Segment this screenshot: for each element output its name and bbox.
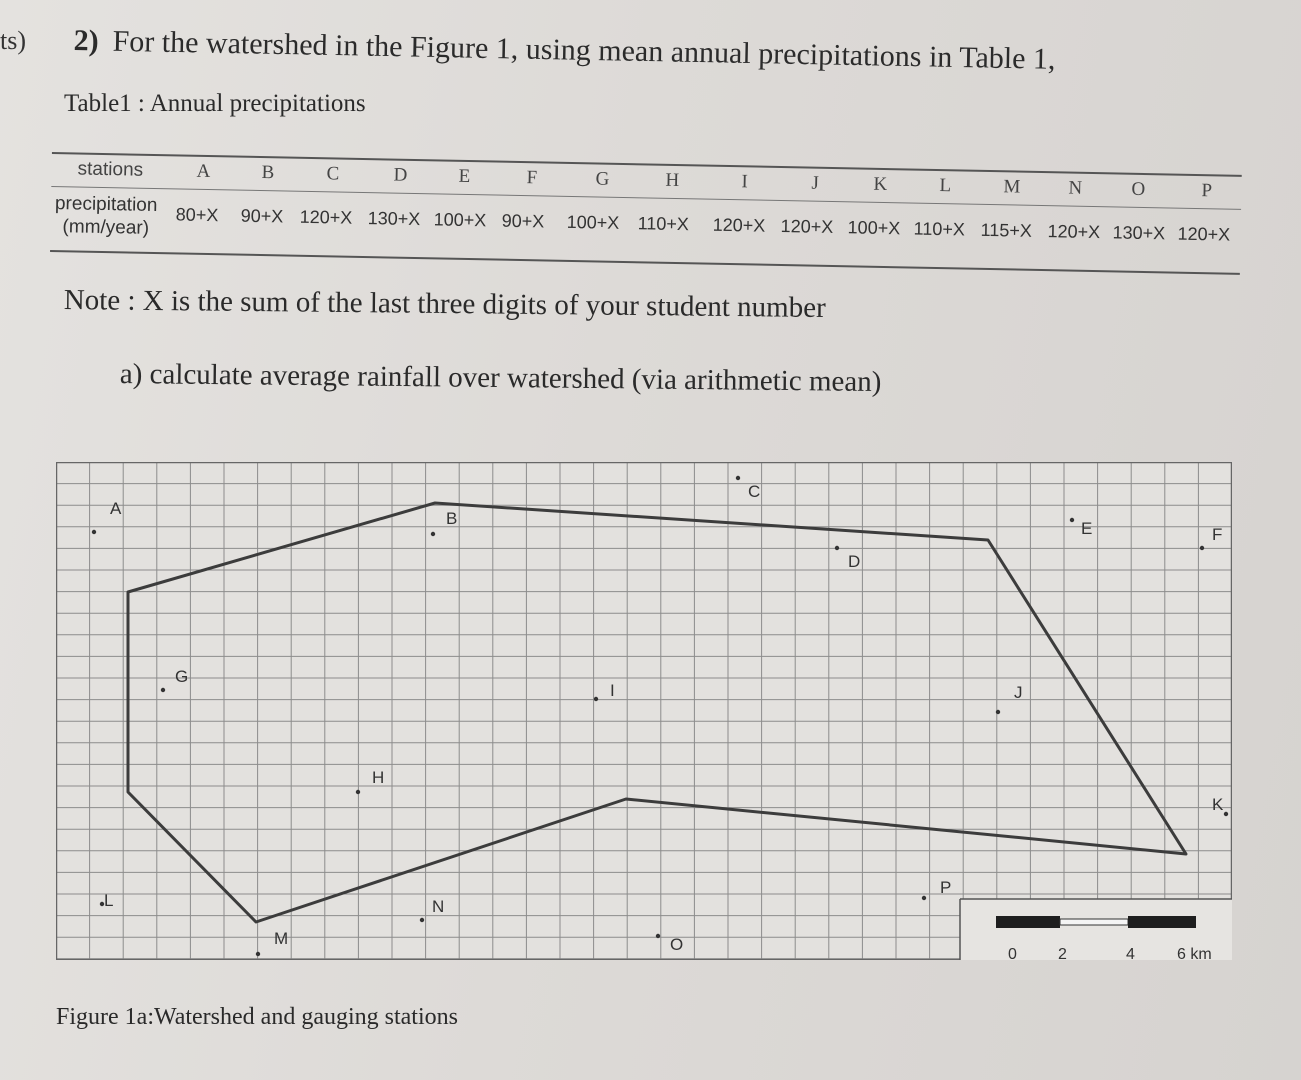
precip-value: 100+X [847,217,901,239]
precip-value: 120+X [1047,221,1101,243]
header-station: B [261,162,275,184]
precipitation-table [50,150,1242,293]
header-station: E [458,165,471,188]
scale-segment-dark [996,916,1060,928]
station-label: P [940,878,952,897]
precip-value: 120+X [299,206,353,228]
station-label: H [372,768,385,787]
station-marker [835,546,839,550]
row-label-line2: (mm/year) [62,216,150,239]
header-station: D [393,164,408,186]
row-label-line1: precipitation [54,193,158,217]
precip-value: 110+X [913,218,966,240]
watershed-map [56,462,1232,960]
table-bottom-rule [50,250,1240,275]
watershed-figure [56,462,1232,960]
station-label: M [274,929,289,948]
station-label: A [110,499,122,518]
header-station: J [811,172,820,194]
scale-bar [960,899,1232,960]
station-marker [922,896,926,900]
header-station: C [326,163,340,185]
station-label: L [104,891,114,910]
station-marker [594,697,598,701]
cropped-margin-text: ts) [0,26,26,55]
station-label: N [432,897,445,916]
station-marker [431,532,435,536]
question-heading [73,24,1055,77]
figure-caption: Figure 1a:Watershed and gauging stations [56,1004,458,1030]
station-label: B [446,509,458,528]
precip-value: 120+X [1177,223,1231,245]
station-marker [161,688,165,692]
header-station: G [595,168,610,190]
station-label: E [1081,519,1093,538]
note-text: Note : X is the sum of the last three digits of your student number [63,284,826,324]
header-station: P [1201,180,1213,202]
station-label: C [748,482,761,501]
station-marker [736,476,740,480]
precip-value: 100+X [566,211,620,233]
station-label: F [1212,525,1223,544]
header-station: H [665,169,680,192]
table-caption: Table1 : Annual precipitations [64,90,366,117]
station-label: G [175,667,189,686]
station-label: I [610,681,615,700]
scale-label-0: 0 [1008,946,1017,960]
precip-value: 130+X [1112,222,1166,244]
precip-value: 120+X [712,214,766,236]
precip-value: 90+X [240,205,284,227]
scale-label-6km: 6 km [1177,946,1212,960]
table-header-row [51,158,1241,211]
header-station: L [939,175,952,197]
scale-label-2: 2 [1058,946,1067,960]
station-marker [356,790,360,794]
station-label: J [1014,683,1023,702]
header-station: K [873,173,888,196]
scale-label-4: 4 [1126,946,1135,960]
scale-segment-light [1060,919,1128,925]
scale-segment-dark [1128,916,1196,928]
station-marker [996,710,1000,714]
precip-value: 130+X [367,208,421,230]
subquestion-a: a) calculate average rainfall over watershed (via arithmetic mean) [119,358,882,398]
station-marker [256,952,260,956]
header-station: M [1003,176,1021,198]
station-label: K [1212,795,1224,814]
question-text: For the watershed in the Figure 1, using mean annual precipitations in Table 1, [112,24,1056,76]
station-marker [92,530,96,534]
station-marker [1070,518,1074,522]
precip-value: 120+X [780,216,834,238]
grid-background [56,462,1232,960]
precip-value: 90+X [501,210,545,232]
station-marker [1224,812,1228,816]
station-label: D [848,552,861,571]
header-station: O [1131,178,1146,200]
station-marker [1200,546,1204,550]
header-station: I [741,171,749,193]
station-label: O [670,935,684,954]
precip-value: 80+X [175,204,219,226]
station-marker [420,918,424,922]
question-number: 2) [73,24,99,58]
precip-value: 115+X [980,219,1033,241]
header-station: N [1068,177,1083,199]
header-stations-label: stations [77,158,144,181]
table-values-row [50,202,1240,255]
precip-value: 100+X [433,209,487,231]
precip-value: 110+X [637,213,690,235]
header-station: A [196,160,211,183]
station-marker [656,934,660,938]
header-station: F [526,167,538,189]
